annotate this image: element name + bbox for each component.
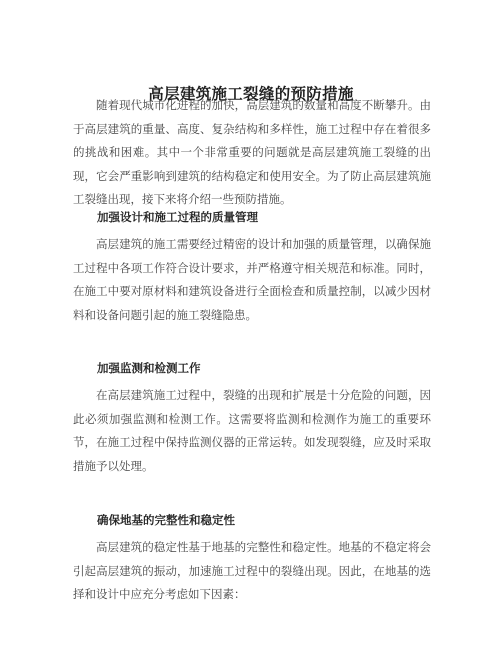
section-heading-monitoring: 加强监测和检测工作 xyxy=(97,361,201,375)
section-body-quality-management: 高层建筑的施工需要经过精密的设计和加强的质量管理，以确保施工过程中各项工作符合设计要求，并严格遵守相关规范和标准。同时，在施工中要对原材料和建筑设备进行全面检查和质量控制，以减少因材料和设备问题引起的施工裂缝隐患。 xyxy=(73,237,431,322)
section-body-monitoring: 在高层建筑施工过程中，裂缝的出现和扩展是十分危险的问题，因此必须加强监测和检测工作。这需要将监测和检测作为施工的重要环节，在施工过程中保持监测仪器的正常运转。如发现裂缝，应及时采取措施予以处理。 xyxy=(73,388,431,473)
document-title: 高层建筑施工裂缝的预防措施 xyxy=(148,85,354,103)
intro-paragraph: 随着现代城市化进程的加快，高层建筑的数量和高度不断攀升。由于高层建筑的重量、高度、复杂结构和多样性，施工过程中存在着很多的挑战和困难。其中一个非常重要的问题就是高层建筑施工裂缝的出现，它会严重影响到建筑的结构稳定和使用安全。为了防止高层建筑施工裂缝出现，接下来将介绍一些预防措施。 xyxy=(73,98,431,207)
section-heading-foundation: 确保地基的完整性和稳定性 xyxy=(97,513,235,527)
section-heading-quality-management: 加强设计和施工过程的质量管理 xyxy=(97,210,258,224)
section-body-foundation: 高层建筑的稳定性基于地基的完整性和稳定性。地基的不稳定将会引起高层建筑的振动，加速施工过程中的裂缝出现。因此，在地基的选择和设计中应充分考虑如下因素： xyxy=(73,540,431,602)
